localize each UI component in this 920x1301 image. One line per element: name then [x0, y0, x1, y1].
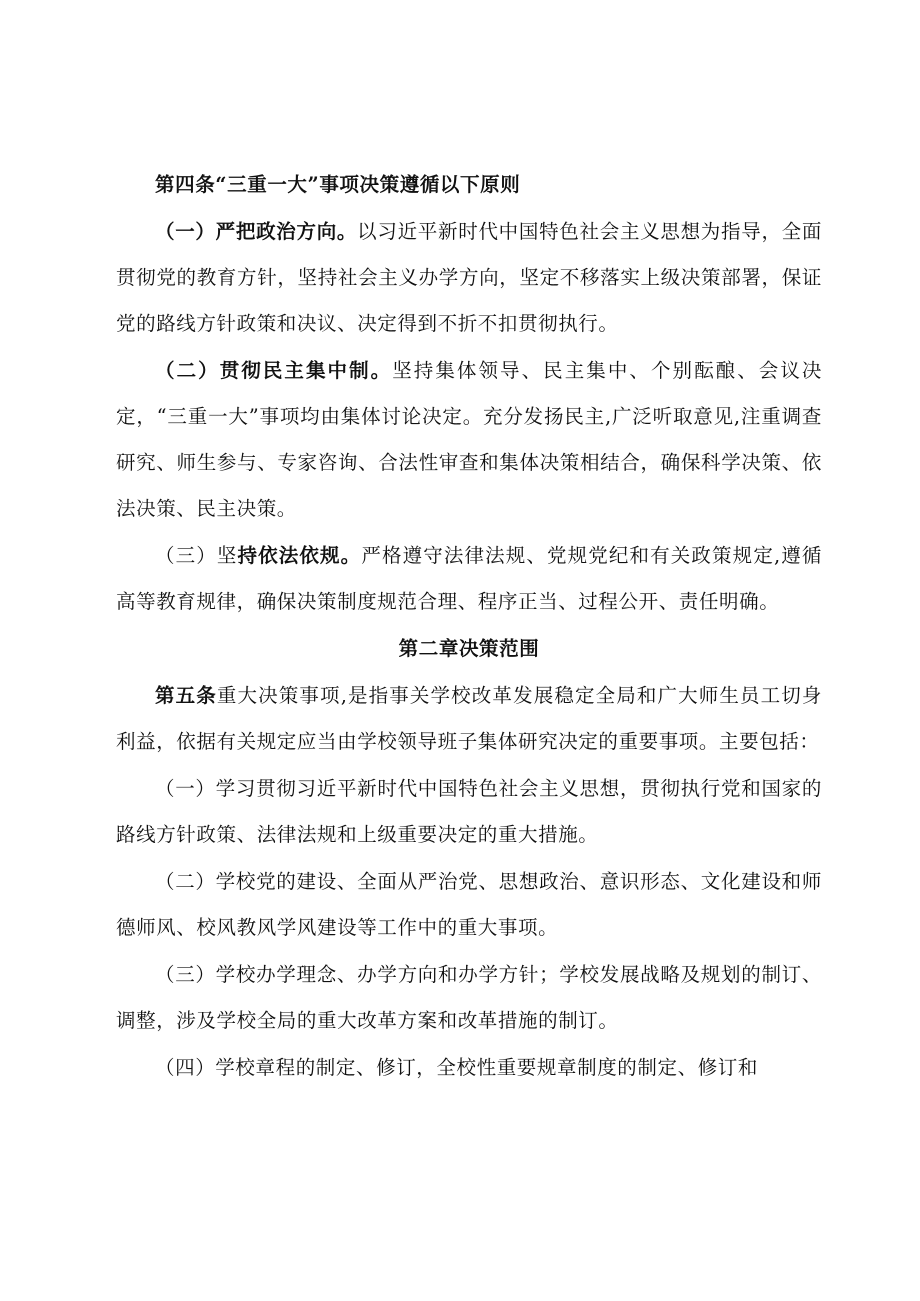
article-5-paragraph: [116, 673, 822, 765]
list-item: （一）学习贯彻习近平新时代中国特色社会主义思想，贯彻执行党和国家的路线方针政策、法律法规和上级重要决定的重大措施。: [116, 777, 822, 846]
article-5-lead: 第五条: [155, 684, 217, 707]
article-5-body: 重大决策事项,是指事关学校改革发展稳定全局和广大师生员工切身利益，依据有关规定应当由学校领导班子集体研究决定的重要事项。主要包括：: [116, 684, 822, 753]
article-4-heading-text: 第四条“三重一大”事项决策遵循以下原则: [155, 173, 521, 196]
principle-2-paragraph: [116, 348, 822, 532]
chapter-2-title: 第二章决策范围: [398, 637, 540, 660]
principle-2-lead: （二）贯彻民主集中制。: [155, 359, 393, 382]
principle-1-paragraph: [116, 209, 822, 347]
list-item: （二）学校党的建设、全面从严治党、思想政治、意识形态、文化建设和师德师风、校风教风学风建设等工作中的重大事项。: [116, 870, 822, 939]
article-4-heading: [116, 162, 822, 208]
principle-3-paragraph: [116, 533, 822, 625]
list-item: （四）学校章程的制定、修订，全校性重要规章制度的制定、修订和: [155, 1056, 759, 1079]
principle-2-body: 坚持集体领导、民主集中、个别酝酿、会议决定，“三重一大”事项均由集体讨论决定。充分发扬民主,广泛听取意见,注重调查研究、师生参与、专家咨询、合法性审查和集体决策相结合，确保科学决策、依法决策、民主决策。: [116, 359, 822, 520]
principle-1-body: 以习近平新时代中国特色社会主义思想为指导，全面贯彻党的教育方针，坚持社会主义办学方向，坚定不移落实上级决策部署，保证党的路线方针政策和决议、决定得到不折不扣贯彻执行。: [116, 220, 822, 335]
principle-3-body: 严格遵守法律法规、党规党纪和有关政策规定,遵循高等教育规律，确保决策制度规范合理、程序正当、过程公开、责任明确。: [116, 544, 823, 613]
principle-3-prefix: （三）坚: [155, 544, 238, 567]
principle-1-lead: （一）严把政治方向。: [155, 220, 358, 243]
principle-3-lead: 持依法依规。: [237, 544, 362, 567]
list-item: （三）学校办学理念、办学方向和办学方针；学校发展战略及规划的制订、调整，涉及学校全局的重大改革方案和改革措施的制订。: [116, 963, 822, 1032]
document-body: [116, 162, 822, 1092]
